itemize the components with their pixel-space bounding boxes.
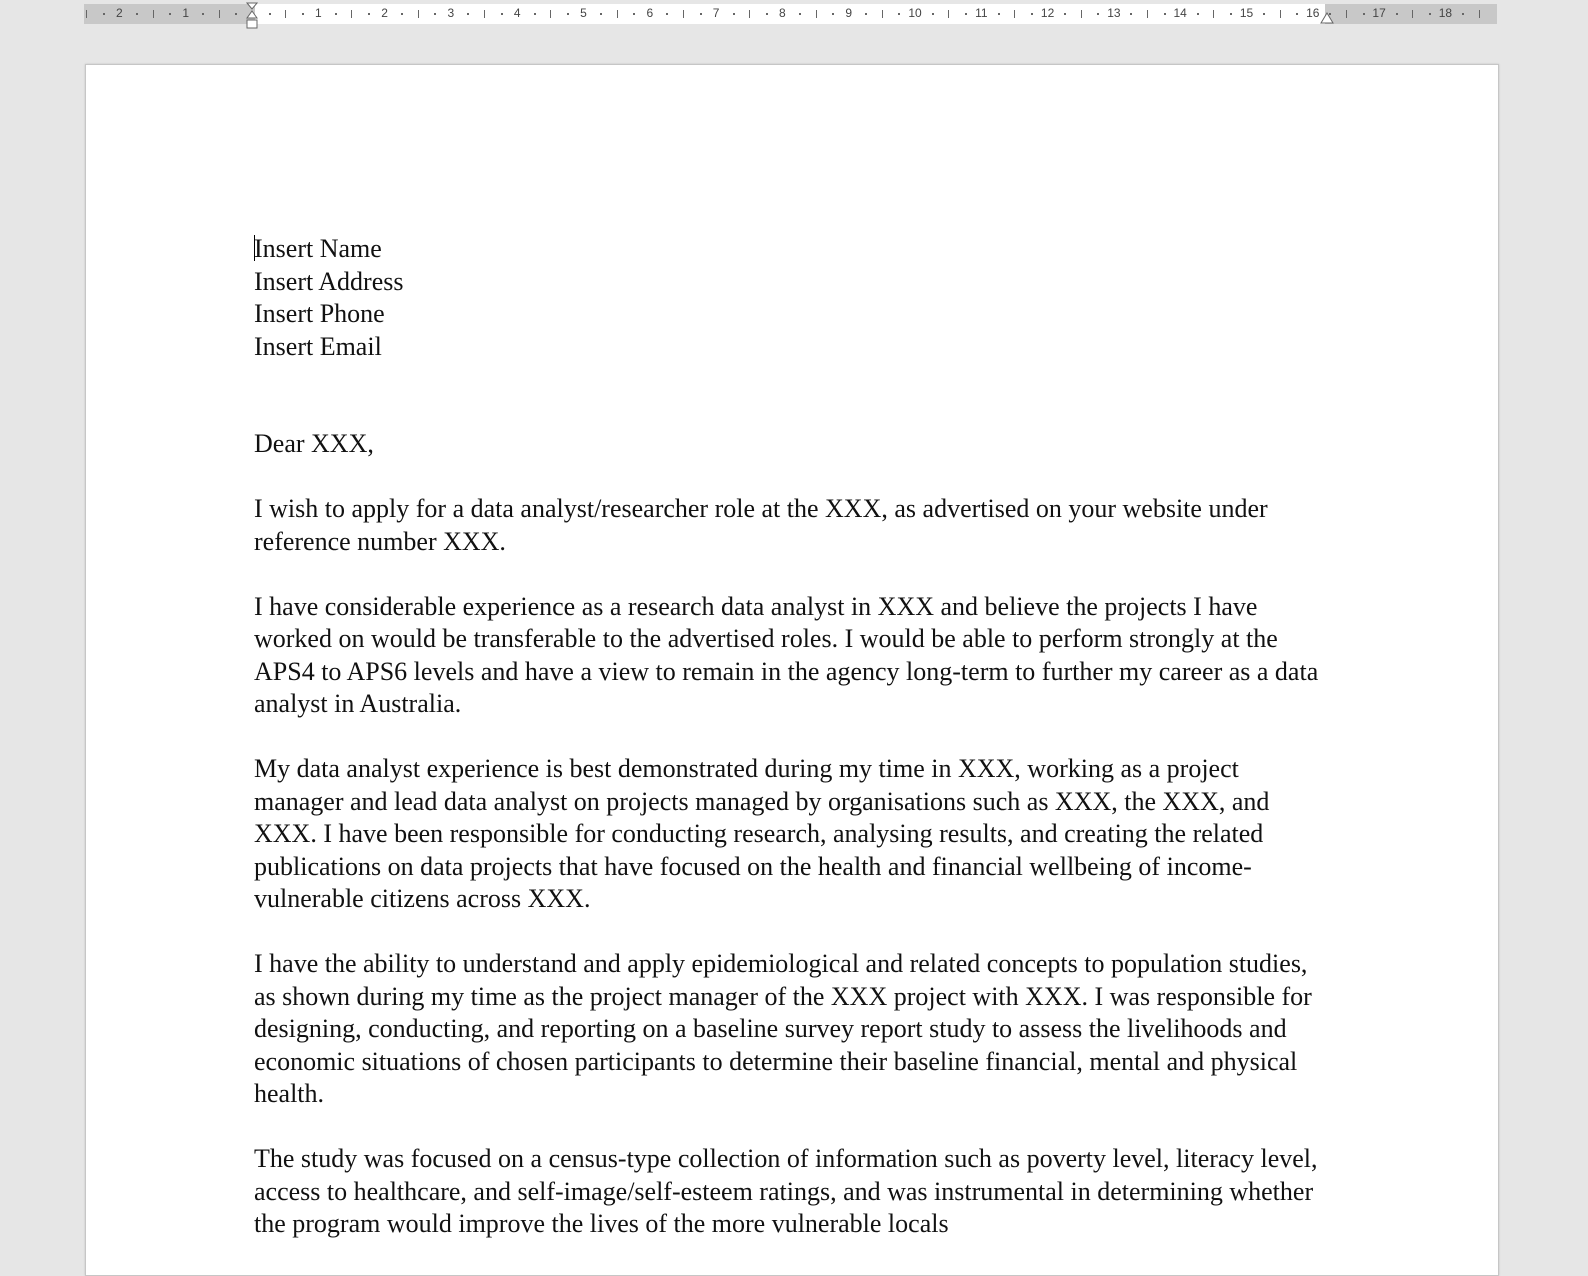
ruler-tick	[202, 13, 204, 15]
ruler-tick	[1412, 10, 1413, 18]
ruler-tick	[766, 13, 768, 15]
ruler-right-margin[interactable]	[1325, 4, 1497, 24]
ruler-tick	[550, 10, 551, 18]
ruler-tick	[501, 13, 503, 15]
ruler-tick	[285, 10, 286, 18]
body-paragraph: I wish to apply for a data analyst/researcher role at the XXX, as advertised on your website under reference number XXX.	[254, 494, 1268, 556]
sender-name: Insert Name	[254, 234, 382, 263]
ruler-tick	[1031, 13, 1033, 15]
ruler-tick	[1213, 10, 1214, 18]
body-paragraph: My data analyst experience is best demonstrated during my time in XXX, working as a project manager and lead data analyst on projects managed by organisations such as XXX, the XXX, and XXX. I have been responsible for conducting research, analysing results, and creating the related publications on data projects that have focused on the health and financial wellbeing of income-vulnerable citizens across XXX.	[254, 754, 1270, 913]
ruler-number: 6	[646, 6, 654, 20]
ruler-number: 18	[1438, 6, 1453, 20]
document-page[interactable]	[85, 64, 1499, 1276]
ruler-tick	[1230, 13, 1232, 15]
horizontal-ruler[interactable]	[84, 4, 1497, 24]
ruler-tick	[1197, 13, 1199, 15]
ruler-tick	[368, 13, 370, 15]
ruler-tick	[418, 10, 419, 18]
ruler-number: 15	[1239, 6, 1254, 20]
ruler-number: 12	[1040, 6, 1055, 20]
body-paragraph: I have considerable experience as a research data analyst in XXX and believe the projects I have worked on would be transferable to the advertised roles. I would be able to perform strongly at the APS4 to APS6 levels and have a view to remain in the agency long-term to further my career as a data analyst in Australia.	[254, 591, 1319, 718]
ruler-tick	[1462, 13, 1464, 15]
ruler-tick	[302, 13, 304, 15]
body-paragraph: The study was focused on a census-type collection of information such as poverty level, literacy level, access to healthcare, and self-image/self-esteem ratings, and was instrumental in determining whether the program would improve the lives of the more vulnerable locals	[254, 1144, 1318, 1238]
ruler-number: 10	[908, 6, 922, 20]
ruler-number: 7	[712, 6, 720, 20]
ruler-tick	[401, 13, 403, 15]
ruler-number: 1	[314, 6, 322, 20]
ruler-tick	[1097, 13, 1099, 15]
ruler-number: 14	[1173, 6, 1187, 20]
ruler-tick	[1130, 13, 1132, 15]
ruler-tick	[534, 13, 536, 15]
ruler-tick	[351, 10, 352, 18]
right-indent-marker-icon[interactable]	[1320, 12, 1334, 24]
ruler-tick	[335, 13, 337, 15]
ruler-tick	[948, 10, 949, 18]
ruler-tick	[434, 13, 436, 15]
ruler-number: 2	[381, 6, 388, 20]
ruler-tick	[567, 13, 569, 15]
ruler-tick	[832, 13, 834, 15]
ruler-tick	[1263, 13, 1265, 15]
ruler-tick	[1280, 10, 1281, 18]
ruler-number: 9	[845, 6, 853, 20]
ruler-tick	[1296, 13, 1298, 15]
ruler-tick	[998, 13, 1000, 15]
ruler-tick	[235, 13, 237, 15]
sender-email: Insert Email	[254, 331, 382, 361]
ruler-number: 17	[1372, 6, 1386, 20]
horizontal-ruler-bar	[0, 0, 1588, 30]
ruler-tick	[683, 10, 684, 18]
ruler-tick	[153, 10, 154, 18]
ruler-tick	[633, 13, 635, 15]
ruler-number: 4	[513, 6, 521, 20]
ruler-tick	[1479, 10, 1480, 18]
ruler-tick	[882, 10, 883, 18]
ruler-number: 8	[779, 6, 786, 20]
ruler-number: 13	[1107, 6, 1121, 20]
ruler-number: 2	[116, 6, 123, 20]
ruler-tick	[1363, 13, 1365, 15]
ruler-tick	[136, 13, 138, 15]
salutation: Dear XXX,	[254, 429, 374, 458]
ruler-tick	[1147, 10, 1148, 18]
ruler-tick	[617, 10, 618, 18]
ruler-tick	[1014, 10, 1015, 18]
ruler-tick	[219, 10, 220, 18]
ruler-tick	[700, 13, 702, 15]
ruler-tick	[799, 13, 801, 15]
ruler-tick	[467, 13, 469, 15]
ruler-tick	[169, 13, 171, 15]
ruler-tick	[103, 13, 105, 15]
letter-body[interactable]	[254, 233, 1329, 1241]
ruler-tick	[1396, 13, 1398, 15]
ruler-tick	[749, 10, 750, 18]
left-indent-marker-icon[interactable]	[246, 2, 258, 32]
ruler-tick	[666, 13, 668, 15]
ruler-tick	[600, 13, 602, 15]
ruler-tick	[484, 10, 485, 18]
ruler-tick	[269, 13, 271, 15]
ruler-tick	[733, 13, 735, 15]
body-paragraph: I have the ability to understand and apply epidemiological and related concepts to population studies, as shown during my time as the project manager of the XXX project with XXX. I was responsible for designing, conducting, and reporting on a baseline survey report study to assess the livelihoods and economic situations of chosen participants to determine their baseline financial, mental and physical health.	[254, 949, 1312, 1108]
ruler-tick	[86, 10, 87, 18]
ruler-tick	[1064, 13, 1066, 15]
ruler-tick	[1164, 13, 1166, 15]
ruler-number: 5	[580, 6, 587, 20]
sender-address: Insert Address	[254, 266, 404, 296]
ruler-number: 16	[1306, 6, 1320, 20]
ruler-number: 3	[447, 6, 455, 20]
ruler-tick	[965, 13, 967, 15]
ruler-tick	[865, 13, 867, 15]
sender-phone: Insert Phone	[254, 299, 385, 328]
ruler-tick	[816, 10, 817, 18]
ruler-tick	[1081, 10, 1082, 18]
ruler-number: 11	[975, 6, 988, 20]
ruler-tick	[1429, 13, 1431, 15]
ruler-tick	[898, 13, 900, 15]
ruler-tick	[1346, 10, 1347, 18]
ruler-tick	[932, 13, 934, 15]
ruler-number: 1	[182, 6, 190, 20]
